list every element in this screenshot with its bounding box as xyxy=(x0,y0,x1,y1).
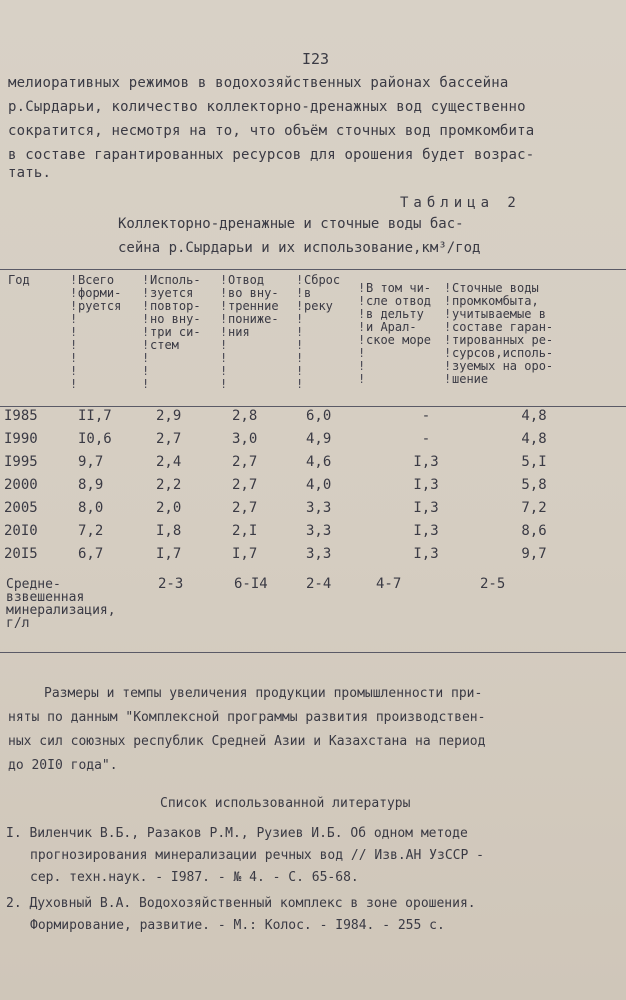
cell-delta: I,3 xyxy=(413,454,439,470)
cell-reused: 2,2 xyxy=(156,477,182,493)
mineralization-delta: 4-7 xyxy=(376,576,402,592)
page-number: I23 xyxy=(302,50,330,68)
mineralization-municipal: 2-5 xyxy=(480,576,506,592)
header-municipal: Сточные воды промкомбыта, учитываемые в составе гаран- тированных ре- сурсов,исполь- зуемых на оро- шение xyxy=(452,281,554,386)
cell-year: 2000 xyxy=(4,477,38,493)
cell-river: 4,0 xyxy=(306,477,332,493)
cell-year: I990 xyxy=(4,431,38,447)
intro-line-1: мелиоративных режимов в водохозяйственных районах бассейна xyxy=(8,75,509,91)
header-reused: Исполь- зуется повтор- но вну- три си- стем xyxy=(150,273,201,352)
cell-delta: - xyxy=(421,408,431,424)
cell-river: 6,0 xyxy=(306,408,332,424)
table-row xyxy=(4,431,594,454)
cell-year: I995 xyxy=(4,454,38,470)
column-separator: ! ! ! ! ! ! ! ! ! xyxy=(142,273,150,391)
column-separator: ! ! ! ! ! ! ! ! xyxy=(444,281,452,386)
cell-depressions: 3,0 xyxy=(232,431,258,447)
reference-2-line-2: Формирование, развитие. - М.: Колос. - I984. - 255 с. xyxy=(30,918,445,933)
cell-total: II,7 xyxy=(78,408,112,424)
cell-municipal: 7,2 xyxy=(521,500,547,516)
cell-year: I985 xyxy=(4,408,38,424)
data-table xyxy=(4,408,594,569)
table-row xyxy=(4,500,594,523)
table-caption-line-1: Коллекторно-дренажные и сточные воды бас- xyxy=(118,216,464,232)
mineralization-label: Средне- взвешенная минерализация, г/л xyxy=(6,577,116,631)
cell-river: 4,6 xyxy=(306,454,332,470)
cell-reused: I,8 xyxy=(156,523,182,539)
cell-municipal: 5,I xyxy=(521,454,547,470)
cell-municipal: 5,8 xyxy=(521,477,547,493)
cell-river: 3,3 xyxy=(306,546,332,562)
reference-1-line-1: I. Виленчик В.Б., Разаков Р.М., Рузиев И.Б. Об одном методе xyxy=(6,826,468,841)
intro-line-5: тать. xyxy=(8,165,52,181)
note-line-3: ных сил союзных республик Средней Азии и Казахстана на период xyxy=(8,734,486,749)
cell-reused: I,7 xyxy=(156,546,182,562)
cell-depressions: 2,I xyxy=(232,523,258,539)
cell-reused: 2,9 xyxy=(156,408,182,424)
table-row xyxy=(4,546,594,569)
cell-year: 20I0 xyxy=(4,523,38,539)
cell-total: 7,2 xyxy=(78,523,104,539)
column-separator: ! ! ! ! ! ! ! ! ! xyxy=(70,273,78,391)
header-river: Сброс в реку xyxy=(304,273,341,313)
table-header-rule xyxy=(0,406,626,407)
column-separator: ! ! ! ! ! ! ! ! xyxy=(358,281,366,386)
cell-depressions: 2,7 xyxy=(232,477,258,493)
cell-municipal: 4,8 xyxy=(521,431,547,447)
reference-1-line-2: прогнозирования минерализации речных вод // Изв.АН УзССР - xyxy=(30,848,484,863)
cell-reused: 2,7 xyxy=(156,431,182,447)
note-line-2: няты по данным "Комплексной программы развития производствен- xyxy=(8,710,486,725)
cell-delta: I,3 xyxy=(413,546,439,562)
cell-reused: 2,0 xyxy=(156,500,182,516)
cell-municipal: 9,7 xyxy=(521,546,547,562)
cell-municipal: 8,6 xyxy=(521,523,547,539)
table-row xyxy=(4,523,594,546)
reference-2-line-1: 2. Духовный В.А. Водохозяйственный комплекс в зоне орошения. xyxy=(6,896,476,911)
column-separator: ! ! ! ! ! ! ! ! ! xyxy=(220,273,228,391)
cell-year: 20I5 xyxy=(4,546,38,562)
cell-delta: - xyxy=(421,431,431,447)
reference-1-line-3: сер. техн.наук. - I987. - № 4. - С. 65-68. xyxy=(30,870,359,885)
mineralization-depressions: 6-I4 xyxy=(234,576,268,592)
cell-depressions: 2,7 xyxy=(232,454,258,470)
table-label: Таблица 2 xyxy=(400,195,521,211)
cell-total: 6,7 xyxy=(78,546,104,562)
cell-river: 3,3 xyxy=(306,500,332,516)
table-caption-line-2: сейна р.Сырдарьи и их использование,км³/год xyxy=(118,240,481,256)
note-line-4: до 20I0 года". xyxy=(8,758,118,773)
intro-line-4: в составе гарантированных ресурсов для орошения будет возрас- xyxy=(8,147,535,163)
table-row xyxy=(4,454,594,477)
mineralization-river: 2-4 xyxy=(306,576,332,592)
cell-delta: I,3 xyxy=(413,523,439,539)
header-year: Год xyxy=(8,273,30,287)
cell-river: 3,3 xyxy=(306,523,332,539)
intro-line-2: р.Сырдарьи, количество коллекторно-дренажных вод существенно xyxy=(8,99,526,115)
references-title: Список использованной литературы xyxy=(160,796,411,811)
cell-delta: I,3 xyxy=(413,500,439,516)
cell-year: 2005 xyxy=(4,500,38,516)
header-delta: В том чи- сле отвод в дельту и Арал- ское море xyxy=(366,281,432,347)
cell-depressions: I,7 xyxy=(232,546,258,562)
note-line-1: Размеры и темпы увеличения продукции промышленности при- xyxy=(44,686,483,701)
cell-delta: I,3 xyxy=(413,477,439,493)
table-row xyxy=(4,477,594,500)
cell-total: 8,0 xyxy=(78,500,104,516)
cell-reused: 2,4 xyxy=(156,454,182,470)
header-total: Всего форми- руется xyxy=(78,273,122,313)
table-row xyxy=(4,408,594,431)
cell-river: 4,9 xyxy=(306,431,332,447)
cell-total: 9,7 xyxy=(78,454,104,470)
table-top-rule xyxy=(0,269,626,270)
cell-depressions: 2,7 xyxy=(232,500,258,516)
column-separator: ! ! ! ! ! ! ! ! ! xyxy=(296,273,304,391)
header-depressions: Отвод во вну- тренние пониже- ния xyxy=(228,273,279,339)
cell-municipal: 4,8 xyxy=(521,408,547,424)
cell-depressions: 2,8 xyxy=(232,408,258,424)
mineralization-reused: 2-3 xyxy=(158,576,184,592)
cell-total: I0,6 xyxy=(78,431,112,447)
table-bottom-rule xyxy=(0,652,626,653)
intro-line-3: сократится, несмотря на то, что объём сточных вод промкомбита xyxy=(8,123,535,139)
cell-total: 8,9 xyxy=(78,477,104,493)
